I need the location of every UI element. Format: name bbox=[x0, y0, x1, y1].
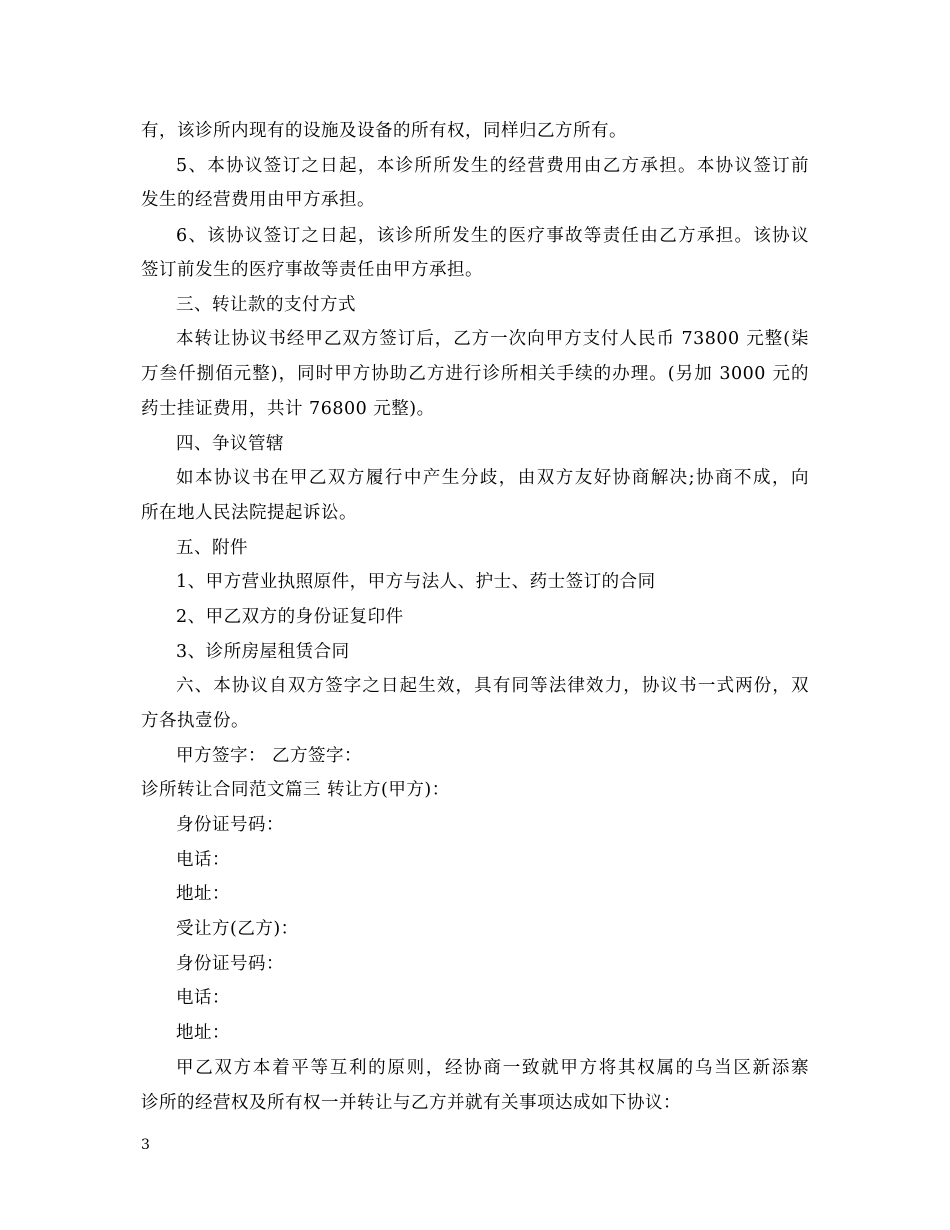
section-heading: 四、争议管辖 bbox=[176, 434, 284, 454]
text-line: 签订前发生的医疗事故等责任由甲方承担。 bbox=[141, 260, 483, 280]
text-line: 本转让协议书经甲乙双方签订后，乙方一次向甲方支付人民币 73800 元整(柒 bbox=[176, 329, 809, 349]
page-number: 3 bbox=[141, 1137, 150, 1153]
section-heading: 五、附件 bbox=[176, 538, 248, 558]
text-line: 5、本协议签订之日起，本诊所所发生的经营费用由乙方承担。本协议签订前 bbox=[176, 156, 809, 176]
form-field-label: 身份证号码： bbox=[176, 815, 284, 835]
text-line: 万叁仟捌佰元整)，同时甲方协助乙方进行诊所相关手续的办理。(另加 3000 元的 bbox=[141, 364, 809, 384]
text-line: 诊所转让合同范文篇三 转让方(甲方)： bbox=[141, 780, 450, 800]
form-field-label: 地址： bbox=[176, 884, 230, 904]
text-line: 甲乙双方本着平等互利的原则，经协商一致就甲方将其权属的乌当区新添寨 bbox=[176, 1058, 809, 1078]
form-field-label: 受让方(乙方)： bbox=[176, 919, 299, 939]
list-item: 1、甲方营业执照原件，甲方与法人、护士、药士签订的合同 bbox=[176, 572, 656, 592]
list-item: 2、甲乙双方的身份证复印件 bbox=[176, 607, 404, 627]
form-field-label: 地址： bbox=[176, 1023, 230, 1043]
text-line: 六、本协议自双方签字之日起生效，具有同等法律效力，协议书一式两份，双 bbox=[176, 676, 809, 696]
text-line: 所在地人民法院提起诉讼。 bbox=[141, 503, 357, 523]
form-field-label: 电话： bbox=[176, 988, 230, 1008]
text-line: 诊所的经营权及所有权一并转让与乙方并就有关事项达成如下协议： bbox=[141, 1093, 681, 1113]
text-line: 药士挂证费用，共计 76800 元整)。 bbox=[141, 399, 435, 419]
text-line: 发生的经营费用由甲方承担。 bbox=[141, 190, 375, 210]
text-line: 如本协议书在甲乙双方履行中产生分歧，由双方友好协商解决;协商不成，向 bbox=[176, 468, 809, 488]
form-field-label: 身份证号码： bbox=[176, 954, 284, 974]
signature-line: 甲方签字： 乙方签字： bbox=[176, 746, 363, 766]
form-field-label: 电话： bbox=[176, 850, 230, 870]
section-heading: 三、转让款的支付方式 bbox=[176, 295, 356, 315]
text-line: 6、该协议签订之日起，该诊所所发生的医疗事故等责任由乙方承担。该协议 bbox=[176, 226, 809, 246]
text-line: 有，该诊所内现有的设施及设备的所有权，同样归乙方所有。 bbox=[141, 121, 627, 141]
text-line: 方各执壹份。 bbox=[141, 711, 249, 731]
list-item: 3、诊所房屋租赁合同 bbox=[176, 642, 350, 662]
